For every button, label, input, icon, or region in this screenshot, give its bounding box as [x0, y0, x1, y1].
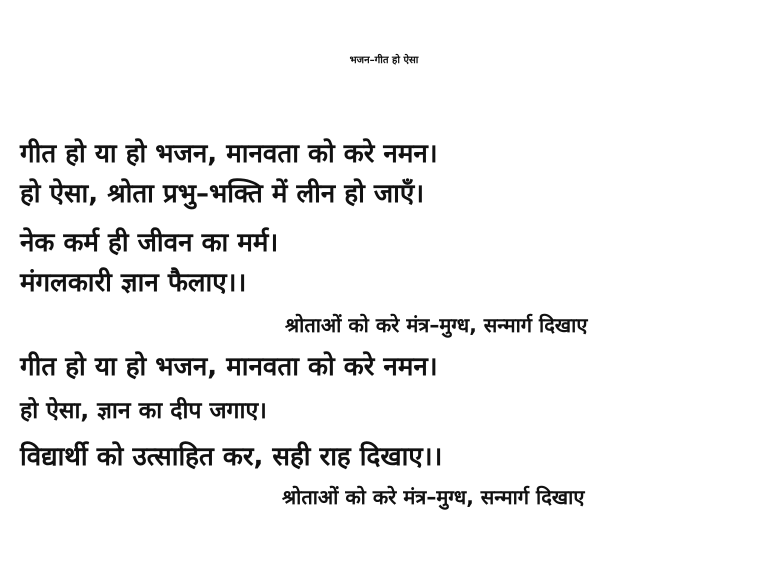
poem-line: गीत हो या हो भजन, मानवता को करे नमन।: [20, 139, 438, 169]
poem-title: भजन–गीत हो ऐसा: [349, 55, 419, 66]
poem-line: हो ऐसा, ज्ञान का दीप जगाए।: [20, 398, 267, 424]
poem-line: नेक कर्म ही जीवन का मर्म।: [20, 228, 279, 258]
poem-line: गीत हो या हो भजन, मानवता को करे नमन।: [20, 352, 438, 382]
poem-refrain: श्रोताओं को करे मंत्र–मुग्ध, सन्मार्ग दिखाए: [282, 485, 585, 509]
poem-line: विद्यार्थी को उत्साहित कर, सही राह दिखाए।।: [20, 442, 443, 472]
poem-line: मंगलकारी ज्ञान फैलाए।।: [20, 268, 247, 298]
poem-refrain: श्रोताओं को करे मंत्र–मुग्ध, सन्मार्ग दिखाए: [285, 313, 588, 337]
poem-line: हो ऐसा, श्रोता प्रभु–भक्ति में लीन हो जाएँ।: [20, 179, 425, 209]
